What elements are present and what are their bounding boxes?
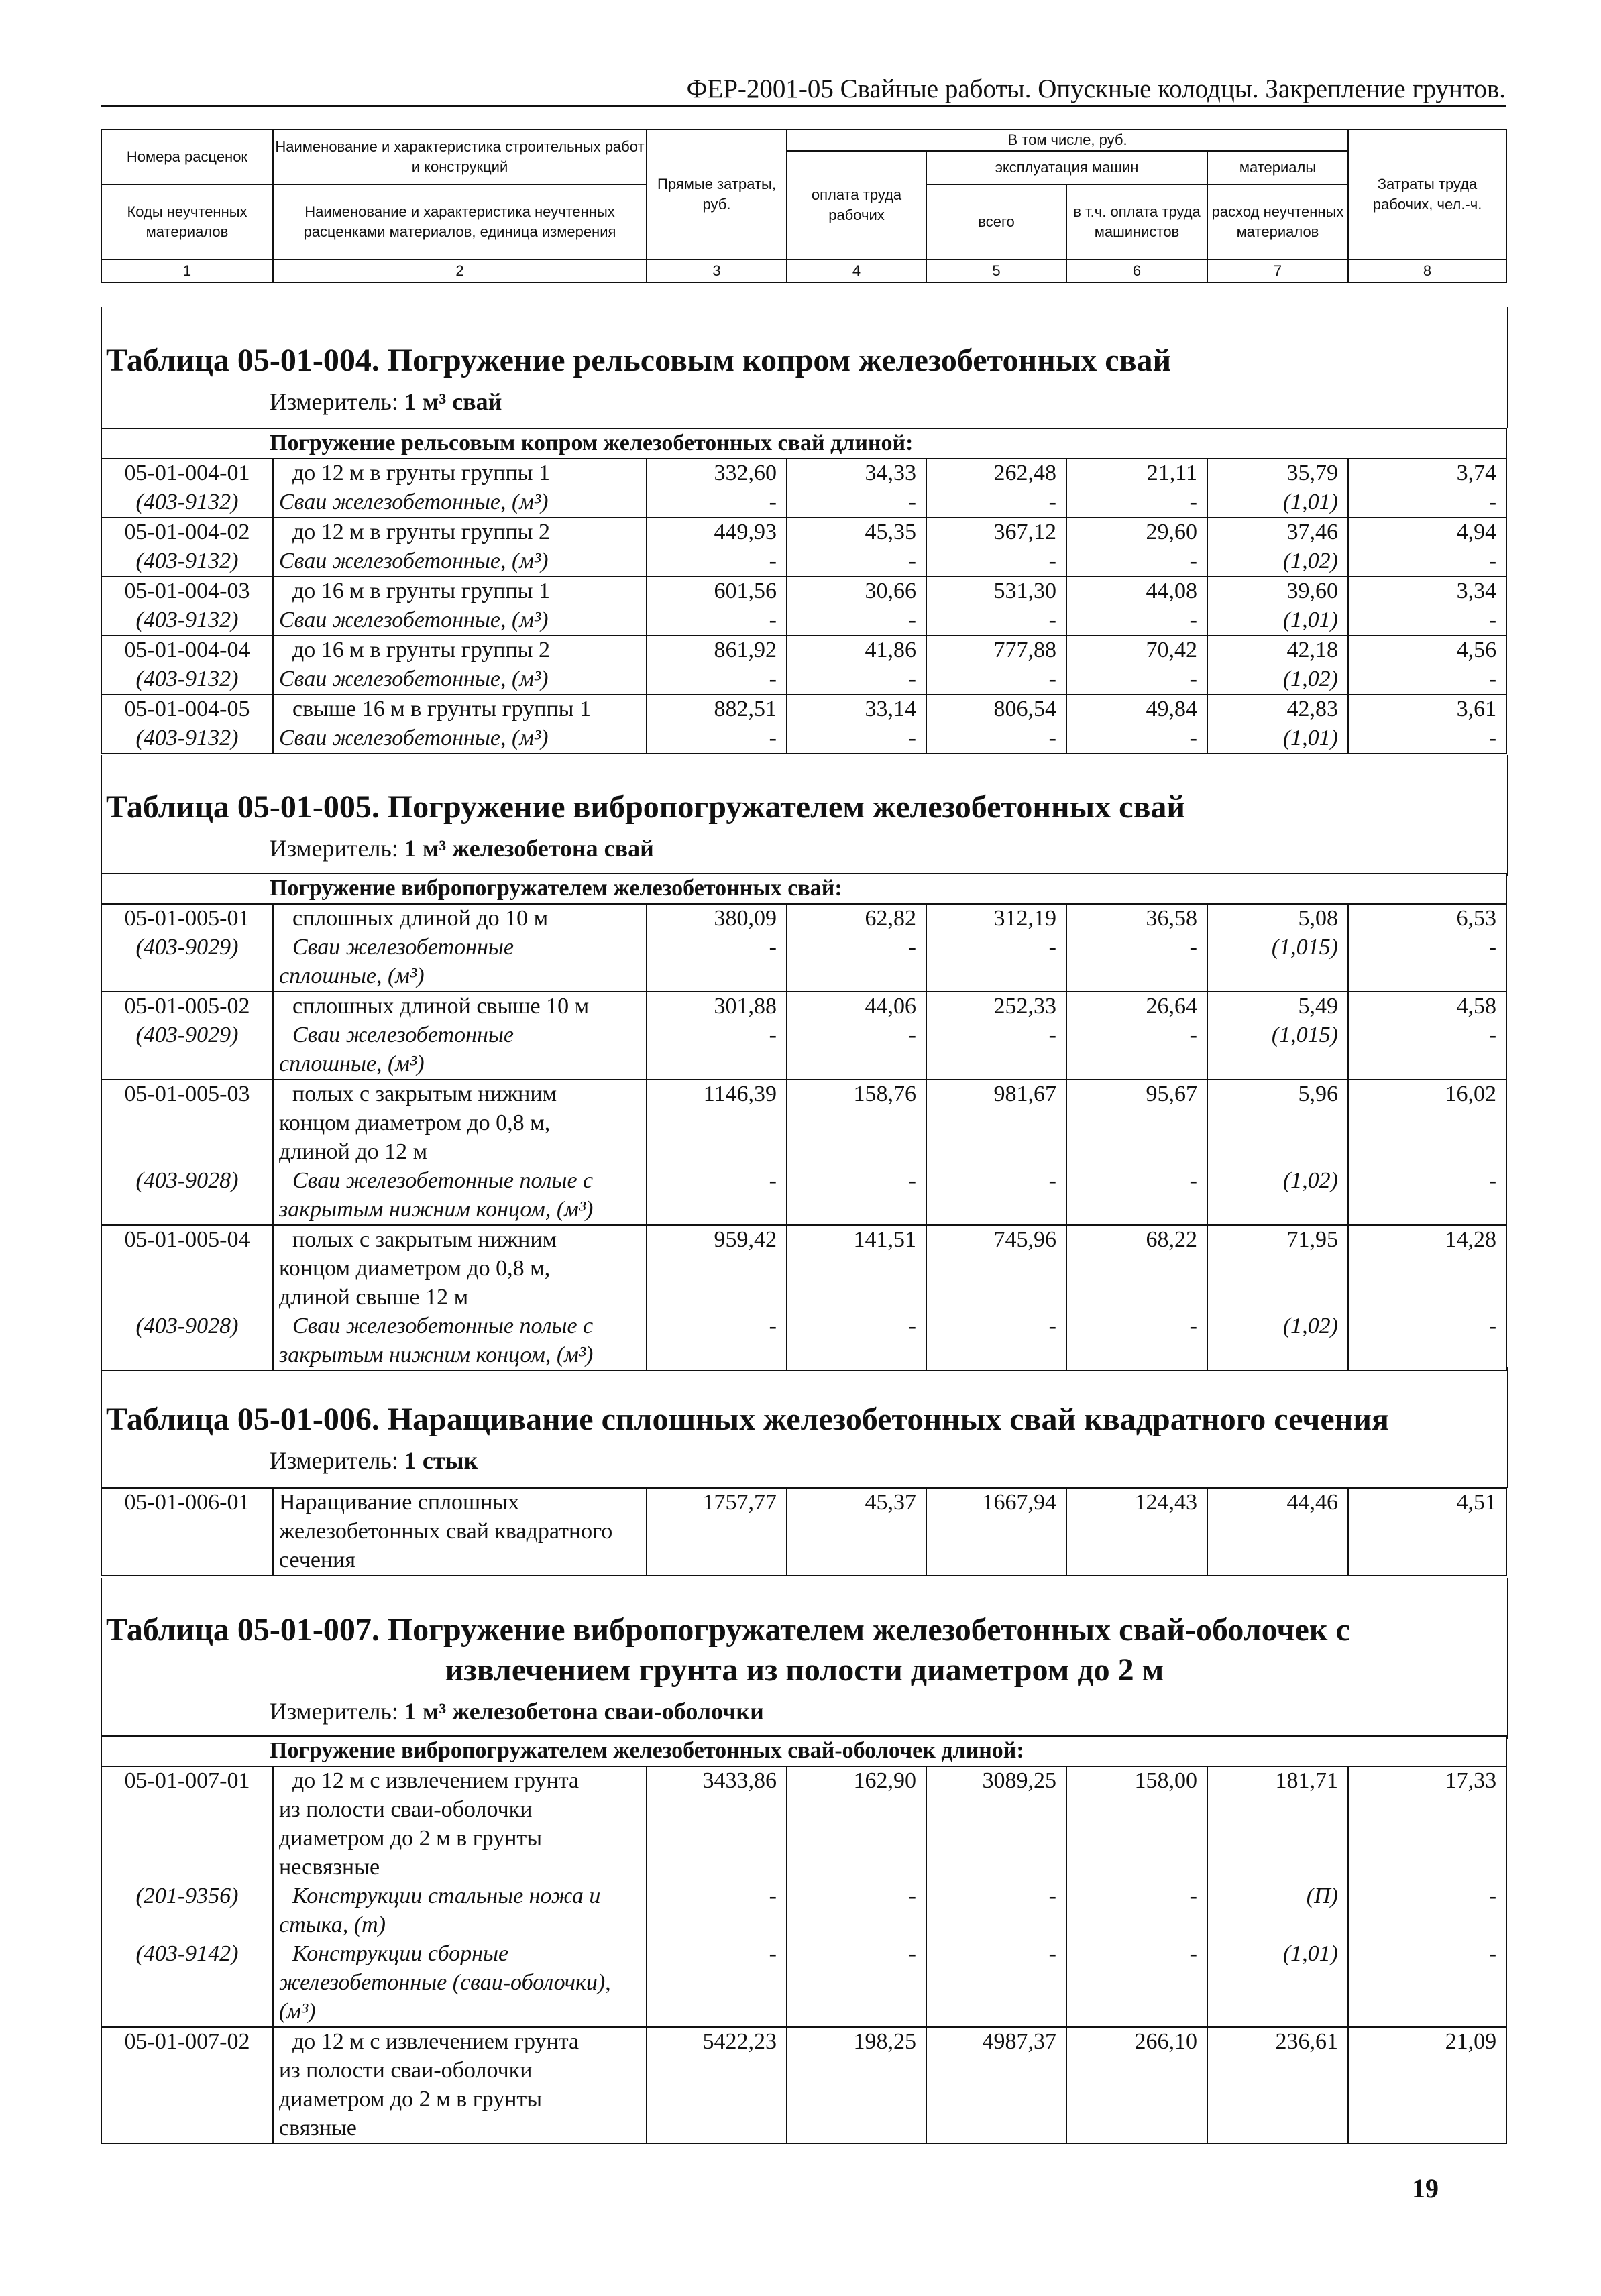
machines-wage-value: 44,08 [1146,579,1197,604]
meter-label: Измеритель: [270,835,398,862]
material-name-line: сплошные, (м³) [279,1051,425,1076]
machines-total-value: 981,67 [993,1082,1056,1106]
dash: - [769,490,777,514]
work-name: до 12 м в грунты группы 2 [292,520,550,544]
dash: - [1048,1941,1056,1966]
table-004-heading [101,307,1508,428]
wage-value: 62,82 [865,906,916,931]
dash: - [769,608,777,632]
wage-header: оплата труда рабочих [787,151,926,260]
machines-wage-value: 36,58 [1146,906,1197,931]
dash: - [1488,549,1497,573]
labor-value: 16,02 [1445,1082,1497,1106]
machines-wage-value: 26,64 [1146,994,1197,1019]
machines-wage-value: 49,84 [1146,697,1197,722]
dash: - [1189,1941,1197,1966]
work-name-line: из полости сваи-оболочки [279,1797,533,1822]
table-row [101,695,1506,754]
rate-code: 05-01-005-04 [124,1227,250,1252]
dash: - [1048,1023,1056,1047]
dash: - [1189,935,1197,960]
labor-value: 3,34 [1456,579,1497,604]
work-name-line: сплошных длиной до 10 м [292,906,549,931]
work-name-line: длиной свыше 12 м [279,1285,469,1310]
machines-total-value: 806,54 [993,697,1056,722]
work-name-line: полых с закрытым нижним [292,1082,557,1106]
dash: - [1488,1023,1497,1047]
material-quantity: (1,02) [1282,1168,1338,1193]
materials-value: 44,46 [1286,1490,1338,1515]
wage-value: 30,66 [865,579,916,604]
material-code: (403-9029) [135,1023,239,1047]
wage-value: 158,76 [853,1082,916,1106]
labor-value: 17,33 [1445,1768,1497,1793]
table-005-meter [270,834,1507,862]
material-quantity: (1,02) [1282,549,1338,573]
direct-costs-value: 3433,86 [702,1768,777,1793]
wage-value: 33,14 [865,697,916,722]
table-006-title: Таблица 05-01-006. Наращивание сплошных железобетонных свай квадратного сечения [106,1401,1389,1437]
rate-code: 05-01-007-02 [124,2029,250,2054]
direct-costs-value: 449,93 [714,520,777,544]
materials-value: 42,83 [1286,697,1338,722]
dash: - [1048,726,1056,750]
dash: - [1048,490,1056,514]
col-number: 1 [101,260,273,282]
work-name-line: концом диаметром до 0,8 м, [279,1110,551,1135]
rate-code: 05-01-007-01 [124,1768,250,1793]
labor-value: 14,28 [1445,1227,1497,1252]
material-code: (403-9028) [135,1314,239,1338]
labor-value: 4,58 [1456,994,1497,1019]
work-name: свыше 16 м в грунты группы 1 [292,697,591,722]
table-004 [101,428,1507,754]
table-007 [101,1735,1507,2144]
dash: - [769,1941,777,1966]
material-code: (403-9028) [135,1168,239,1193]
direct-costs-header: Прямые затраты, руб. [647,129,787,260]
direct-costs-value: 5422,23 [702,2029,777,2054]
dash: - [1189,1884,1197,1908]
labor-value: 4,51 [1456,1490,1496,1515]
machines-total-value: 252,33 [993,994,1056,1019]
dash: - [908,935,916,960]
wage-value: 41,86 [865,638,916,663]
machines-wage-value: 95,67 [1146,1082,1197,1106]
material-name-line: сплошные, (м³) [279,964,425,988]
dash: - [1048,935,1056,960]
machines-total-value: 1667,94 [982,1490,1056,1515]
dash: - [908,490,916,514]
material-name: Сваи железобетонные, (м³) [279,608,549,632]
page-number: 19 [1412,2173,1439,2203]
col-number: 8 [1348,260,1506,282]
table-005-subheading: Погружение вибропогружателем железобетонных свай: [101,874,1506,904]
table-005 [101,873,1507,1371]
meter-value: 1 м³ железобетона свай [404,835,654,862]
material-name-line: Сваи железобетонные полые с [292,1168,594,1193]
meter-value: 1 м³ свай [404,388,502,415]
material-quantity: (1,01) [1282,1941,1338,1966]
col-number: 5 [926,260,1066,282]
dash: - [908,549,916,573]
material-name-line: Сваи железобетонные полые с [292,1314,594,1338]
material-name-line: закрытым нижним концом, (м³) [279,1342,594,1367]
wage-value: 45,35 [865,520,916,544]
dash: - [1189,667,1197,691]
work-name-line: связные [279,2116,357,2140]
material-name: Сваи железобетонные, (м³) [279,726,549,750]
direct-costs-value: 332,60 [714,461,777,485]
material-code: (403-9132) [135,490,239,514]
machines-total-value: 531,30 [993,579,1056,604]
table-007-meter [270,1697,1507,1725]
work-name-line: длиной до 12 м [279,1139,428,1164]
wage-value: 45,37 [865,1490,916,1515]
machines-wage-value: 21,11 [1146,461,1197,485]
dash: - [1488,1314,1497,1338]
table-004-title: Таблица 05-01-004. Погружение рельсовым копром железобетонных свай [106,343,1172,378]
dash: - [1048,667,1056,691]
material-name-line: Сваи железобетонные [292,1023,514,1047]
materials-value: 37,46 [1286,520,1338,544]
rate-code: 05-01-005-01 [124,906,250,931]
machines-total-value: 262,48 [993,461,1056,485]
wage-value: 44,06 [865,994,916,1019]
col1-top-header: Номера расценок [101,129,273,184]
dash: - [1488,1884,1497,1908]
dash: - [1189,1168,1197,1193]
materials-header: материалы [1207,151,1348,184]
work-name-line: концом диаметром до 0,8 м, [279,1256,551,1281]
col-number: 7 [1207,260,1348,282]
materials-value: 71,95 [1286,1227,1338,1252]
material-quantity: (1,015) [1271,1023,1338,1047]
labor-value: 21,09 [1445,2029,1497,2054]
dash: - [908,1314,916,1338]
labor-value: 4,56 [1456,638,1497,663]
dash: - [1189,549,1197,573]
rate-code: 05-01-004-02 [124,520,250,544]
work-name-line: до 12 м с извлечением грунта [292,1768,579,1793]
work-name-line: диаметром до 2 м в грунты [279,2087,543,2112]
column-header-table [101,129,1507,283]
material-name-line: Конструкции сборные [292,1941,509,1966]
including-header: В том числе, руб. [787,129,1348,151]
machines-wage-value: 68,22 [1146,1227,1197,1252]
table-row [101,1080,1506,1225]
dash: - [769,1023,777,1047]
dash: - [769,1884,777,1908]
machines-wage-value: 158,00 [1134,1768,1197,1793]
dash: - [1189,608,1197,632]
material-quantity: (1,01) [1282,608,1338,632]
material-name: Сваи железобетонные, (м³) [279,490,549,514]
material-quantity: (П) [1306,1884,1338,1908]
table-007-title-line1: Таблица 05-01-007. Погружение вибропогружателем железобетонных свай-оболочек с [106,1612,1350,1648]
table-004-meter [270,388,1507,416]
material-code: (403-9132) [135,608,239,632]
dash: - [908,608,916,632]
rate-code: 05-01-005-02 [124,994,250,1019]
table-row [101,459,1506,518]
meter-value: 1 м³ железобетона сваи-оболочки [404,1698,764,1725]
dash: - [769,667,777,691]
work-name-line: диаметром до 2 м в грунты [279,1826,543,1851]
rate-code: 05-01-004-01 [124,461,250,485]
rate-code: 05-01-005-03 [124,1082,250,1106]
table-row [101,992,1506,1080]
material-name: Сваи железобетонные, (м³) [279,549,549,573]
dash: - [1189,726,1197,750]
col1-bottom-header: Коды неучтенных материалов [101,184,273,260]
materials-value: 35,79 [1286,461,1338,485]
dash: - [769,549,777,573]
table-007-heading [101,1578,1508,1739]
meter-label: Измеритель: [270,1698,398,1725]
materials-value: 39,60 [1286,579,1338,604]
direct-costs-value: 882,51 [714,697,777,722]
dash: - [908,1168,916,1193]
col-number: 4 [787,260,926,282]
dash: - [1189,1314,1197,1338]
direct-costs-value: 301,88 [714,994,777,1019]
work-name-line: из полости сваи-оболочки [279,2058,533,2083]
material-name-line: закрытым нижним концом, (м³) [279,1197,594,1222]
machines-total-value: 367,12 [993,520,1056,544]
material-code: (403-9132) [135,667,239,691]
machines-total-value: 312,19 [993,906,1056,931]
dash: - [1189,490,1197,514]
wage-value: 34,33 [865,461,916,485]
machines-total-value: 4987,37 [982,2029,1056,2054]
col-number: 2 [273,260,647,282]
material-code: (403-9132) [135,549,239,573]
table-row [101,904,1506,992]
machines-total-value: 745,96 [993,1227,1056,1252]
work-name: до 12 м в грунты группы 1 [292,461,550,485]
dash: - [1488,935,1497,960]
machines-header: эксплуатация машин [926,151,1207,184]
table-004-subheading: Погружение рельсовым копром железобетонных свай длиной: [101,428,1506,459]
direct-costs-value: 1146,39 [703,1082,777,1106]
dash: - [1048,549,1056,573]
machines-total-value: 3089,25 [982,1768,1056,1793]
dash: - [1048,608,1056,632]
material-name-line: стыка, (т) [279,1912,386,1937]
dash: - [1048,1168,1056,1193]
dash: - [769,1314,777,1338]
work-name-line: до 12 м с извлечением грунта [292,2029,579,2054]
materials-value: 5,49 [1298,994,1338,1019]
dash: - [908,667,916,691]
direct-costs-value: 601,56 [714,579,777,604]
dash: - [769,935,777,960]
machines-wage-value: 266,10 [1134,2029,1197,2054]
material-quantity: (1,01) [1282,490,1338,514]
dash: - [1488,490,1497,514]
dash: - [1488,1941,1497,1966]
machines-total-value: 777,88 [993,638,1056,663]
work-name-line: железобетонных свай квадратного [279,1519,613,1544]
material-code: (403-9029) [135,935,239,960]
material-name-line: Сваи железобетонные [292,935,514,960]
wage-value: 162,90 [853,1768,916,1793]
table-row [101,1766,1506,2027]
table-005-title: Таблица 05-01-005. Погружение вибропогружателем железобетонных свай [106,789,1186,825]
material-name-line: железобетонные (сваи-оболочки), [279,1970,611,1995]
machines-wage-value: 70,42 [1146,638,1197,663]
col-number: 6 [1066,260,1207,282]
materials-value: 42,18 [1286,638,1338,663]
material-name-line: (м³) [279,1999,316,2024]
materials-value: 5,08 [1298,906,1338,931]
material-code: (403-9132) [135,726,239,750]
material-code: (403-9142) [135,1941,239,1966]
dash: - [769,1168,777,1193]
meter-label: Измеритель: [270,388,398,415]
rate-code: 05-01-004-04 [124,638,250,663]
work-name: до 16 м в грунты группы 1 [292,579,550,604]
material-name-line: Конструкции стальные ножа и [292,1884,601,1908]
col-number: 3 [647,260,787,282]
material-code: (201-9356) [135,1884,239,1908]
labor-value: 3,74 [1456,461,1497,485]
col2-bottom-header: Наименование и характеристика неучтенных расценками материалов, единица измерения [273,184,647,260]
dash: - [908,1941,916,1966]
dash: - [1488,608,1497,632]
wage-value: 198,25 [853,2029,916,2054]
table-row [101,577,1506,636]
rate-code: 05-01-004-05 [124,697,250,722]
dash: - [908,726,916,750]
direct-costs-value: 380,09 [714,906,777,931]
table-006-heading [101,1367,1508,1488]
rate-code: 05-01-006-01 [124,1490,250,1515]
dash: - [908,1884,916,1908]
dash: - [908,1023,916,1047]
materials-usage-header: расход неучтенных материалов [1207,184,1348,260]
material-quantity: (1,015) [1271,935,1338,960]
dash: - [1488,1168,1497,1193]
dash: - [1048,1314,1056,1338]
material-quantity: (1,02) [1282,1314,1338,1338]
dash: - [1488,726,1497,750]
machines-wage-value: 29,60 [1146,520,1197,544]
table-006 [101,1487,1507,1576]
table-006-meter [270,1446,1507,1475]
direct-costs-value: 959,42 [714,1227,777,1252]
material-quantity: (1,02) [1282,667,1338,691]
labor-value: 3,61 [1456,697,1497,722]
machines-wage-header: в т.ч. оплата труда машинистов [1066,184,1207,260]
dash: - [1048,1884,1056,1908]
work-name-line: Наращивание сплошных [279,1490,520,1515]
col2-top-header: Наименование и характеристика строительных работ и конструкций [273,129,647,184]
table-row [101,636,1506,695]
material-quantity: (1,01) [1282,726,1338,750]
wage-value: 141,51 [853,1227,916,1252]
table-row [101,2027,1506,2144]
table-007-subheading: Погружение вибропогружателем железобетонных свай-оболочек длиной: [101,1736,1506,1766]
direct-costs-value: 1757,77 [702,1490,777,1515]
dash: - [769,726,777,750]
labor-header: Затраты труда рабочих, чел.-ч. [1348,129,1506,260]
table-row [101,518,1506,577]
table-007-title-line2: извлечением грунта из полости диаметром до 2 м [445,1652,1164,1688]
work-name-line: несвязные [279,1855,380,1880]
dash: - [1189,1023,1197,1047]
work-name-line: полых с закрытым нижним [292,1227,557,1252]
materials-value: 236,61 [1275,2029,1338,2054]
machines-total-header: всего [926,184,1066,260]
material-name: Сваи железобетонные, (м³) [279,667,549,691]
work-name-line: сечения [279,1548,355,1572]
materials-value: 5,96 [1298,1082,1338,1106]
table-005-heading [101,755,1508,876]
table-row [101,1488,1506,1576]
table-row [101,1225,1506,1371]
running-header: ФЕР-2001-05 Свайные работы. Опускные колодцы. Закрепление грунтов. [101,74,1506,107]
machines-wage-value: 124,43 [1134,1490,1197,1515]
labor-value: 4,94 [1456,520,1497,544]
meter-value: 1 стык [404,1447,478,1474]
labor-value: 6,53 [1456,906,1497,931]
direct-costs-value: 861,92 [714,638,777,663]
work-name: до 16 м в грунты группы 2 [292,638,550,663]
meter-label: Измеритель: [270,1447,398,1474]
materials-value: 181,71 [1275,1768,1338,1793]
work-name-line: сплошных длиной свыше 10 м [292,994,590,1019]
rate-code: 05-01-004-03 [124,579,250,604]
dash: - [1488,667,1497,691]
